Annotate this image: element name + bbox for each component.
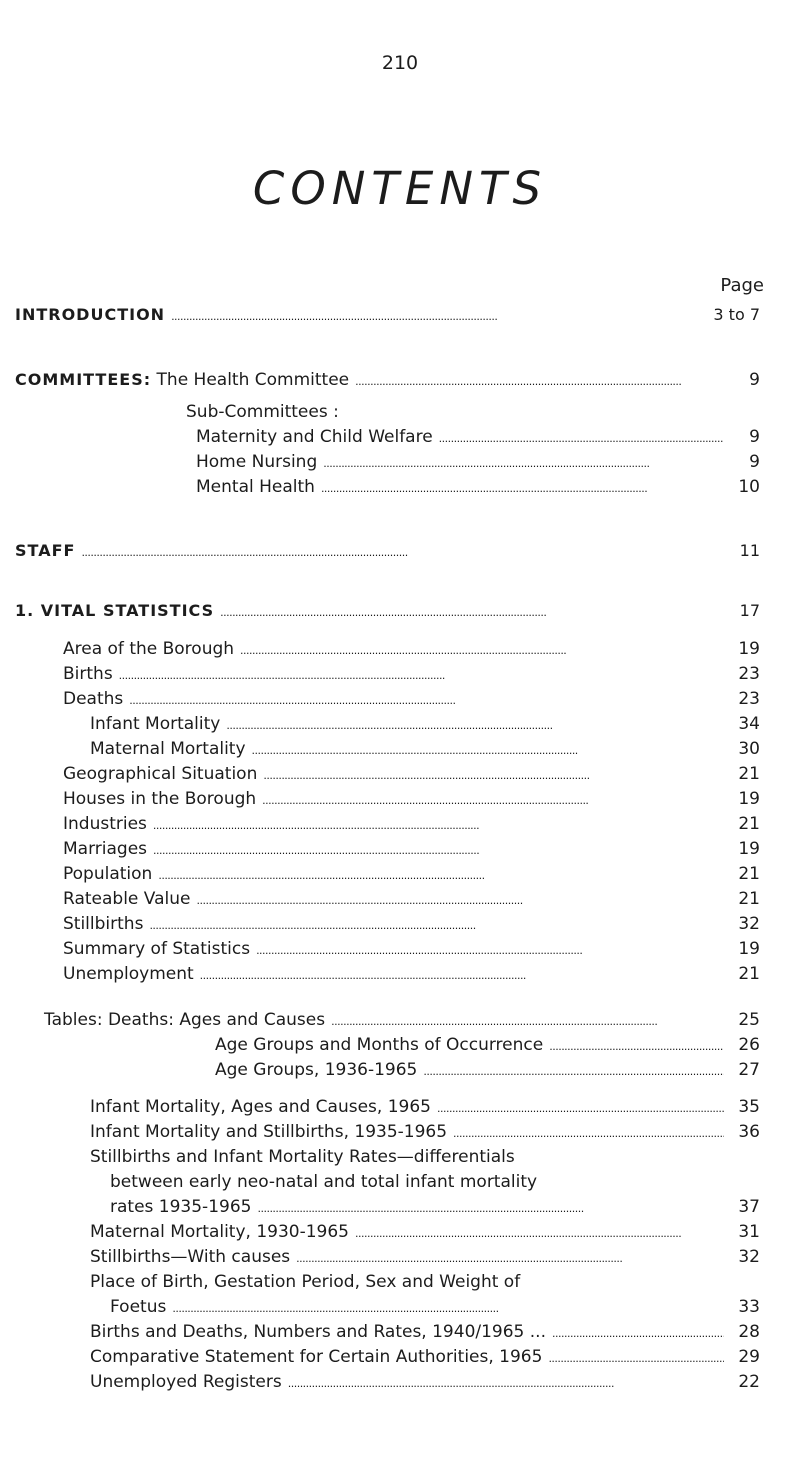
toc-entry-label: Maternal Mortality (90, 739, 246, 759)
toc-entry-unemployed-registers[interactable] (0, 1371, 760, 1395)
toc-entry-stillbirths-causes[interactable] (0, 1246, 760, 1270)
leader-dots (220, 600, 724, 624)
toc-entry-marriages[interactable] (0, 838, 760, 862)
toc-entry-births[interactable] (0, 663, 760, 687)
leader-dots (439, 426, 724, 450)
leader-dots (172, 1296, 724, 1320)
toc-entry-maternal-mortality-table[interactable] (0, 1221, 760, 1245)
toc-entry-page: 23 (738, 689, 760, 709)
toc-entry-page: 19 (738, 789, 760, 809)
leader-dots (153, 813, 724, 837)
leader-dots (149, 913, 724, 937)
committees-heading: COMMITTEES: (15, 370, 152, 389)
toc-entry-label: Summary of Statistics (63, 939, 251, 959)
toc-entry-page: 37 (738, 1197, 760, 1217)
toc-entry-age-groups-years[interactable] (0, 1059, 760, 1083)
toc-entry-place-of-birth[interactable] (0, 1296, 760, 1320)
toc-entry-population[interactable] (0, 863, 760, 887)
toc-entry-label: Comparative Statement for Certain Authorities, 1965 (90, 1347, 543, 1367)
toc-entry-infant-mortality[interactable] (0, 713, 760, 737)
toc-entry-infant-mortality-ages[interactable] (0, 1096, 760, 1120)
leader-dots (196, 888, 724, 912)
leader-dots (323, 451, 724, 475)
toc-entry-area[interactable] (0, 638, 760, 662)
toc-entry-label: 1. VITAL STATISTICS (15, 601, 215, 620)
toc-entry-page: 23 (738, 664, 760, 684)
toc-entry-maternity[interactable] (0, 426, 760, 450)
leader-dots (552, 1321, 724, 1345)
toc-entry-label: Births and Deaths, Numbers and Rates, 1940/1965 ... (90, 1322, 546, 1342)
toc-entry-geographical-situation[interactable] (0, 763, 760, 787)
toc-entry-page: 25 (738, 1010, 760, 1030)
toc-entry-page: 32 (738, 1247, 760, 1267)
toc-entry-label: Births (63, 664, 113, 684)
toc-entry-births-deaths[interactable] (0, 1321, 760, 1345)
toc-entry-industries[interactable] (0, 813, 760, 837)
leader-dots (331, 1009, 724, 1033)
stillbirths-rates-line-1: Stillbirths and Infant Mortality Rates—differentials (90, 1147, 515, 1167)
leader-dots (153, 838, 724, 862)
toc-entry-label: Rateable Value (63, 889, 191, 909)
toc-entry-summary-statistics[interactable] (0, 938, 760, 962)
leader-dots (240, 638, 724, 662)
toc-entry-page: 21 (738, 889, 760, 909)
page-title: CONTENTS (252, 162, 548, 215)
leader-dots (257, 1196, 724, 1220)
toc-entry-page: 3 to 7 (713, 305, 760, 324)
toc-entry-page: 9 (749, 427, 760, 447)
toc-entry-label: Unemployed Registers (90, 1372, 282, 1392)
toc-entry-page: 34 (738, 714, 760, 734)
toc-entry-age-groups-months[interactable] (0, 1034, 760, 1058)
toc-entry-page: 35 (738, 1097, 760, 1117)
toc-entry-page: 22 (738, 1372, 760, 1392)
toc-entry-staff[interactable] (0, 540, 760, 564)
toc-entry-page: 30 (738, 739, 760, 759)
toc-entry-label: Infant Mortality (90, 714, 221, 734)
toc-entry-unemployment[interactable] (0, 963, 760, 987)
toc-entry-label: Mental Health (196, 477, 315, 497)
toc-entry-page: 31 (738, 1222, 760, 1242)
toc-entry-page: 19 (738, 939, 760, 959)
page-column-header: Page (720, 275, 764, 296)
toc-entry-label: Age Groups and Months of Occurrence (215, 1035, 544, 1055)
stillbirths-rates-line-2: between early neo-natal and total infant mortality (110, 1172, 538, 1192)
toc-entry-label: Deaths (63, 689, 124, 709)
leader-dots (355, 1221, 724, 1245)
toc-entry-page: 21 (738, 764, 760, 784)
leader-dots (453, 1121, 724, 1145)
toc-entry-label: STAFF (15, 541, 76, 560)
toc-entry-page: 19 (738, 839, 760, 859)
toc-entry-rateable-value[interactable] (0, 888, 760, 912)
toc-entry-infant-mortality-stillbirths[interactable] (0, 1121, 760, 1145)
leader-dots (171, 304, 707, 328)
toc-entry-page: 17 (739, 601, 760, 620)
toc-entry-label: Houses in the Borough (63, 789, 257, 809)
toc-entry-houses[interactable] (0, 788, 760, 812)
toc-entry-label: Unemployment (63, 964, 194, 984)
toc-entry-page: 19 (738, 639, 760, 659)
leader-dots (226, 713, 724, 737)
toc-entry-label: Geographical Situation (63, 764, 258, 784)
leader-dots (119, 663, 724, 687)
leader-dots (200, 963, 724, 987)
toc-entry-page: 29 (738, 1347, 760, 1367)
toc-entry-comparative-statement[interactable] (0, 1346, 760, 1370)
toc-entry-label: Population (63, 864, 153, 884)
leader-dots (288, 1371, 724, 1395)
leader-dots (158, 863, 724, 887)
toc-entry-tables-deaths[interactable] (0, 1009, 760, 1033)
toc-entry-label: INTRODUCTION (15, 305, 166, 324)
toc-entry-label: Foetus (110, 1297, 167, 1317)
toc-entry-page: 26 (738, 1035, 760, 1055)
toc-entry-page: 32 (738, 914, 760, 934)
toc-entry-label: Stillbirths (63, 914, 144, 934)
leader-dots (423, 1059, 724, 1083)
toc-entry-page: 27 (738, 1060, 760, 1080)
toc-entry-label: rates 1935-1965 (110, 1197, 252, 1217)
leader-dots (252, 738, 724, 762)
toc-entry-label: Home Nursing (196, 452, 318, 472)
toc-entry-page: 21 (738, 864, 760, 884)
toc-entry-page: 9 (749, 452, 760, 472)
toc-entry-page: 11 (739, 541, 760, 560)
toc-entry-home-nursing[interactable] (0, 451, 760, 475)
toc-entry-label: Maternal Mortality, 1930-1965 (90, 1222, 350, 1242)
sub-committees-label: Sub-Committees : (186, 402, 339, 422)
leader-dots (321, 476, 724, 500)
page-number: 210 (381, 52, 419, 74)
toc-entry-page: 21 (738, 964, 760, 984)
health-committee-label: The Health Committee (156, 370, 350, 390)
toc-entry-label: Age Groups, 1936-1965 (215, 1060, 418, 1080)
toc-entry-label: Marriages (63, 839, 148, 859)
leader-dots (81, 540, 724, 564)
toc-entry-page: 36 (738, 1122, 760, 1142)
toc-entry-page: 10 (738, 477, 760, 497)
toc-entry-label: Infant Mortality, Ages and Causes, 1965 (90, 1097, 431, 1117)
toc-entry-vital-statistics[interactable] (0, 600, 760, 624)
toc-entry-introduction[interactable] (0, 304, 760, 328)
toc-entry-deaths[interactable] (0, 688, 760, 712)
toc-entry-health-committee[interactable] (0, 369, 760, 393)
toc-entry-page: 28 (738, 1322, 760, 1342)
leader-dots (437, 1096, 724, 1120)
leader-dots (355, 369, 724, 393)
toc-entry-maternal-mortality[interactable] (0, 738, 760, 762)
toc-entry-label: Industries (63, 814, 147, 834)
toc-entry-page: 33 (738, 1297, 760, 1317)
toc-entry-mental-health[interactable] (0, 476, 760, 500)
leader-dots (262, 788, 724, 812)
leader-dots (548, 1346, 724, 1370)
toc-entry-page: 21 (738, 814, 760, 834)
leader-dots (129, 688, 724, 712)
leader-dots (263, 763, 724, 787)
toc-entry-label: Maternity and Child Welfare (196, 427, 433, 447)
leader-dots (296, 1246, 724, 1270)
toc-entry-stillbirths[interactable] (0, 913, 760, 937)
toc-entry-page: 9 (749, 370, 760, 390)
leader-dots (549, 1034, 724, 1058)
toc-entry-label: Area of the Borough (63, 639, 235, 659)
toc-entry-label: Tables: Deaths: Ages and Causes (44, 1010, 326, 1030)
leader-dots (256, 938, 724, 962)
toc-entry-stillbirths-rates[interactable] (0, 1196, 760, 1220)
toc-entry-label (15, 369, 349, 391)
toc-entry-label: Stillbirths—With causes (90, 1247, 291, 1267)
toc-entry-label: Infant Mortality and Stillbirths, 1935-1965 (90, 1122, 448, 1142)
place-of-birth-line-1: Place of Birth, Gestation Period, Sex and Weight of (90, 1272, 521, 1292)
